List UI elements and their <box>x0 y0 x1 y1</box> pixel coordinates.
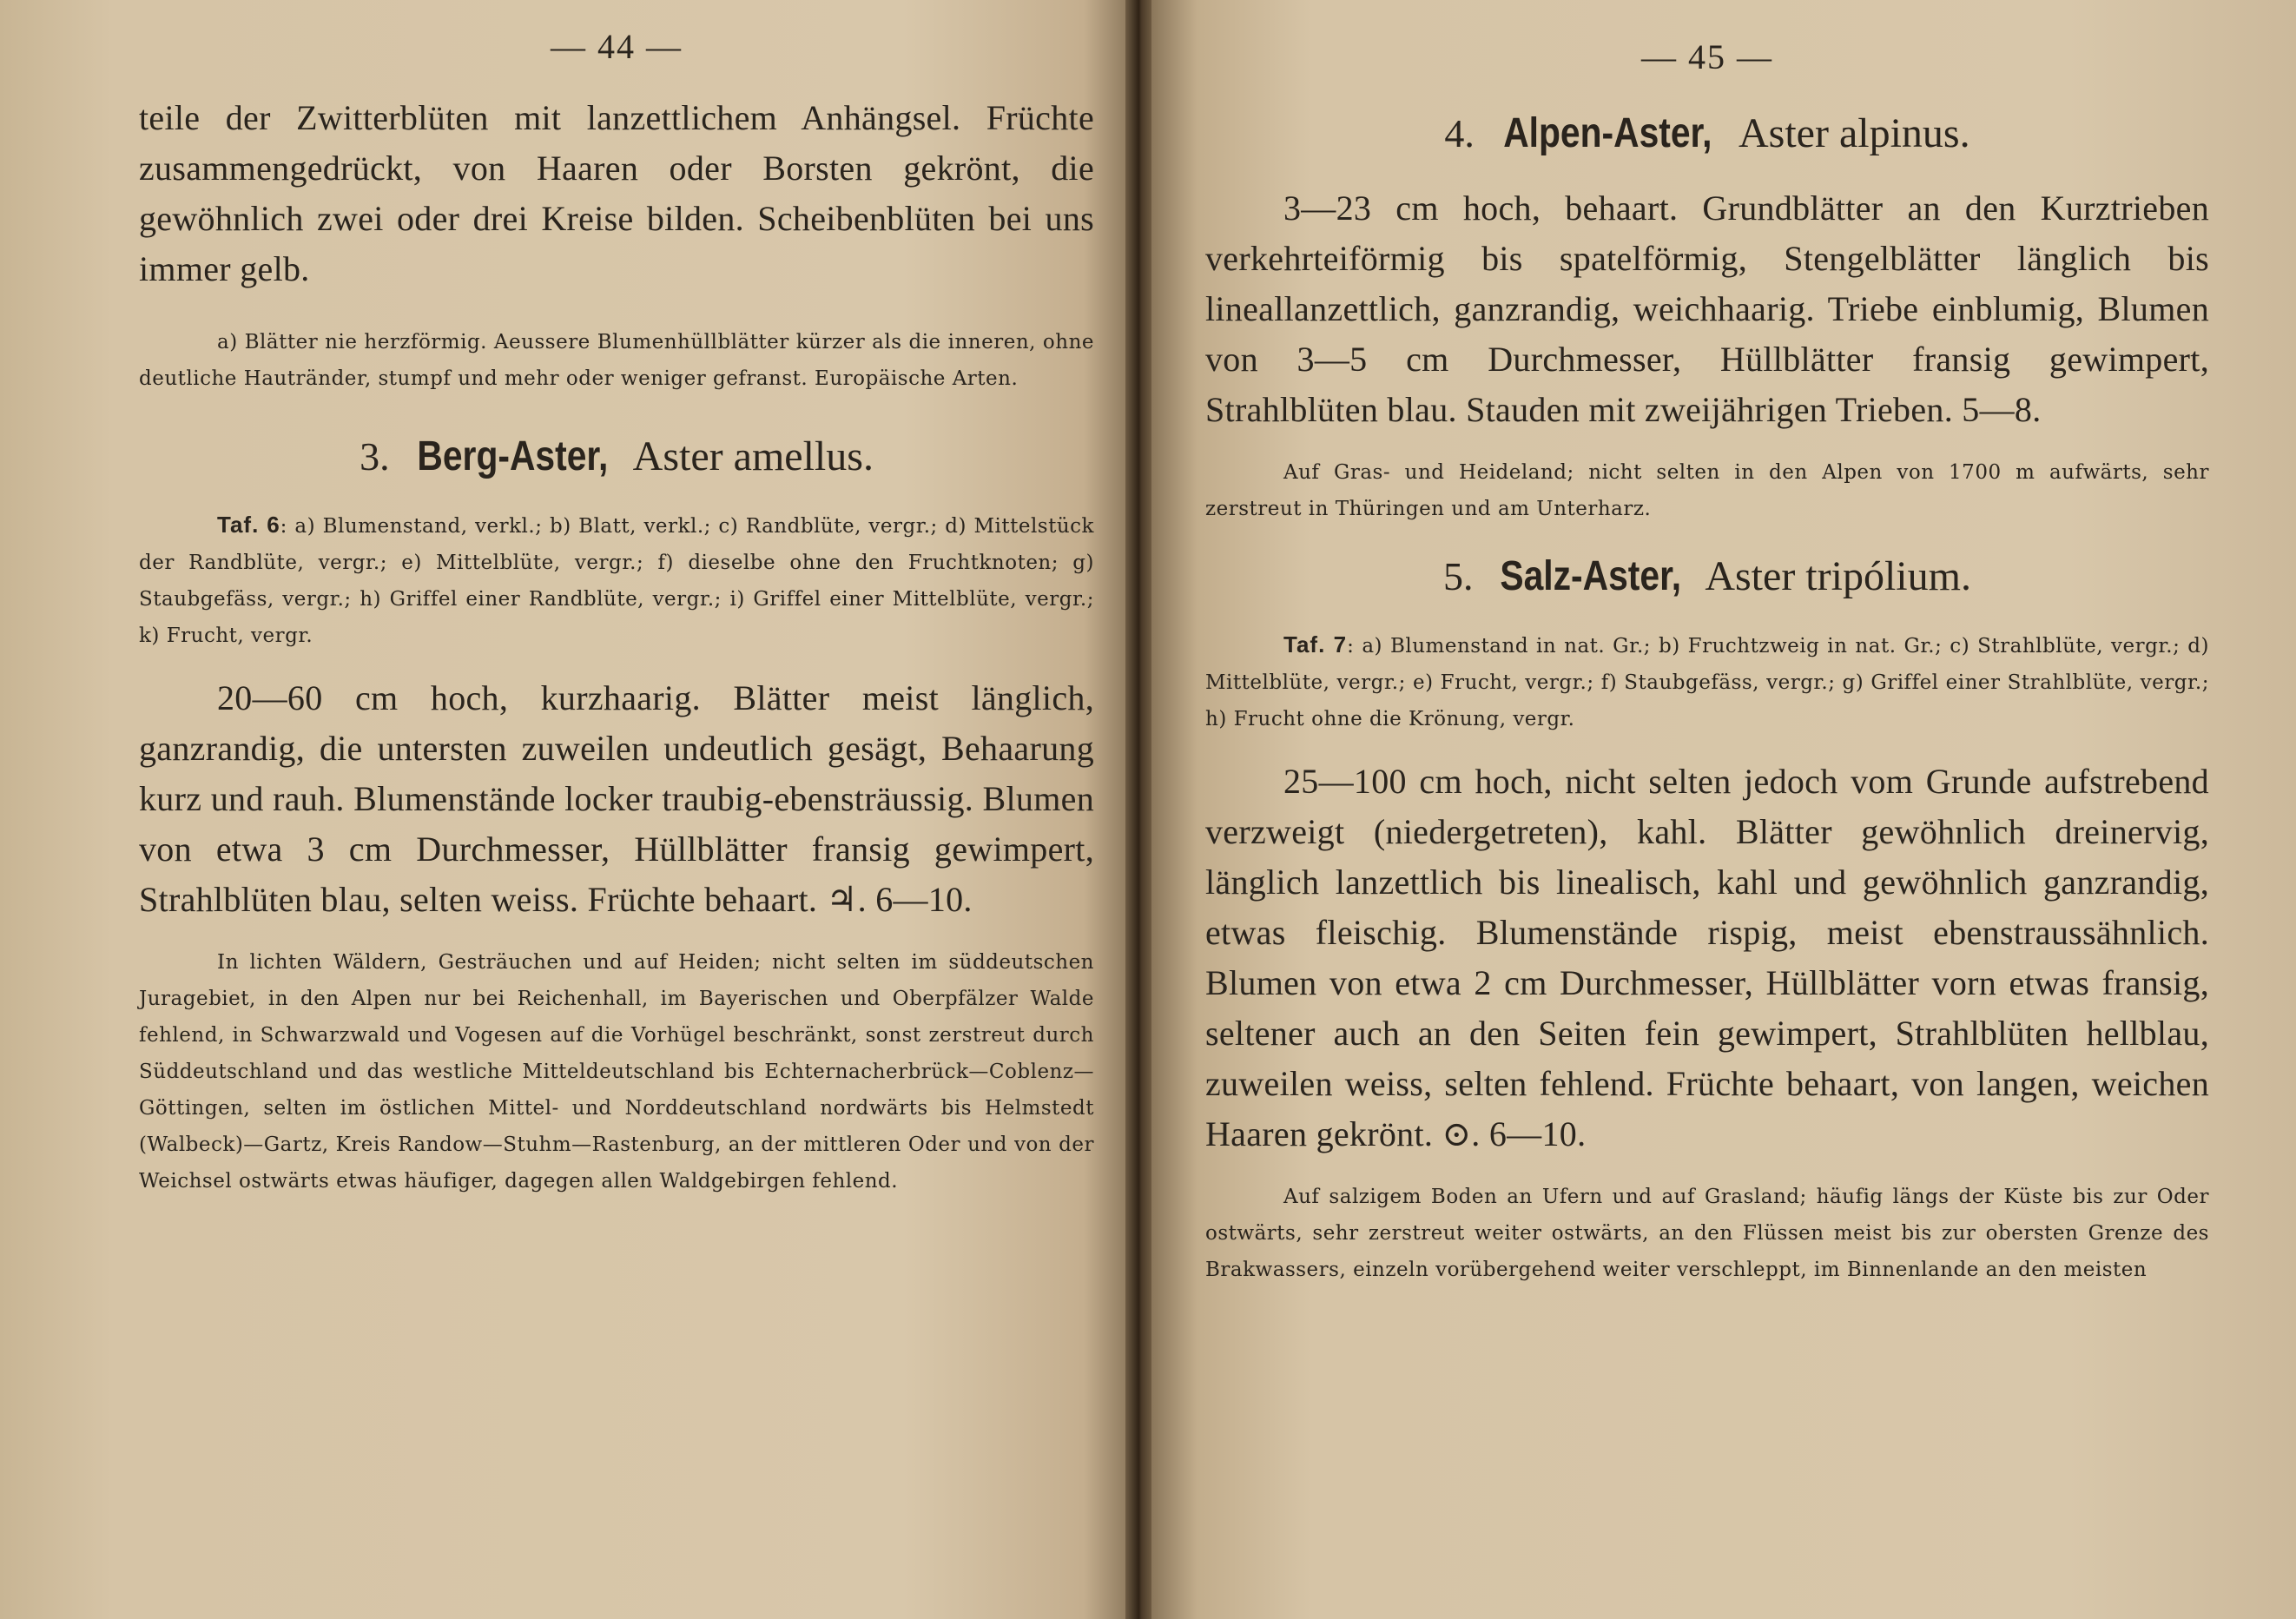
species-latin-name: Aster alpinus. <box>1738 110 1970 156</box>
species-common-name: Alpen-Aster, <box>1503 110 1712 156</box>
species-number: 5. <box>1443 554 1474 598</box>
species-distribution: In lichten Wäldern, Gesträuchen und auf Heiden; nicht selten im süddeutschen Juragebiet, in den Alpen nur bei Reichenhall, im Bayerischen und Oberpfälzer Walde fehlend, in Schwarzwald und Vogesen auf die Vorhügel beschränkt, sonst zerstreut durch Süddeutschland und das westliche Mitteldeutschland bis Echternacherbrück—Coblenz—Göttingen, selten im östlichen Mittel- und Norddeutschland nordwärts bis Helmstedt (Walbeck)—Gartz, Kreis Randow—Stuhm—Rastenburg, an der mittleren Oder und von der Weichsel ostwärts etwas häufiger, dagegen allen Waldgebirgen fehlend. <box>139 951 1094 1193</box>
species-distribution: Auf Gras- und Heideland; nicht selten in den Alpen von 1700 m aufwärts, sehr zerstreut in Thüringen und am Unterharz. <box>1205 461 2209 520</box>
species-number: 4. <box>1444 111 1475 155</box>
species-common-name: Berg-Aster, <box>416 433 608 479</box>
page-number: — 44 — <box>551 27 683 66</box>
plate-label: Taf. 7 <box>1283 631 1348 658</box>
plate-caption <box>1205 626 2209 737</box>
book-gutter <box>1125 0 1155 1619</box>
species-heading <box>1205 103 2209 164</box>
species-description: 25—100 cm hoch, nicht selten jedoch vom Grunde aufstrebend verzweigt (niedergetreten), kahl. Blätter gewöhnlich dreinervig, länglich lanzettlich bis linealisch, kahl und gewöhnlich ganzrandig, etwas fleischig. Blumenstände rispig, meist ebenstraussähnlich. Blumen von etwa 2 cm Durchmesser, Hüllblätter vorn etwas fransig, seltener auch an den Seiten fein gewimpert, Strahlblüten hellblau, zuweilen weiss, selten fehlend. Früchte behaart, von langen, weichen Haaren gekrönt. ⊙. 6—10. <box>1205 762 2209 1153</box>
species-heading <box>139 426 1094 487</box>
species-common-name: Salz-Aster, <box>1499 553 1681 599</box>
species-number: 3. <box>360 434 390 479</box>
plate-caption <box>139 506 1094 654</box>
right-page <box>1151 0 2296 1619</box>
species-heading <box>1205 546 2209 607</box>
left-page <box>0 0 1129 1619</box>
plate-label: Taf. 6 <box>217 512 280 538</box>
intro-paragraph: teile der Zwitterblüten mit lanzettlichem Anhängsel. Früchte zusammengedrückt, von Haaren oder Borsten gekrönt, die gewöhnlich zwei oder drei Kreise bilden. Scheibenblüten bei uns immer gelb. <box>139 98 1094 288</box>
page-number: — 45 — <box>1641 37 1773 76</box>
species-latin-name: Aster tripólium. <box>1705 553 1971 599</box>
plate-text: : a) Blumenstand, verkl.; b) Blatt, verkl.; c) Randblüte, vergr.; d) Mittelstück der Randblüte, vergr.; e) Mittelblüte, vergr.; f) dieselbe ohne den Fruchtknoten; g) Staubgefäss, vergr.; h) Griffel einer Randblüte, vergr.; i) Griffel einer Mittelblüte, vergr.; k) Frucht, vergr. <box>139 515 1094 647</box>
key-note: a) Blätter nie herzförmig. Aeussere Blumenhüllblätter kürzer als die inneren, ohne deutliche Hautränder, stumpf und mehr oder weniger gefranst. Europäische Arten. <box>139 331 1094 390</box>
species-description: 3—23 cm hoch, behaart. Grundblätter an den Kurztrieben verkehrteiförmig bis spatelförmig, Stengelblätter länglich bis lineallanzettlich, ganzrandig, weichhaarig. Triebe einblumig, Blumen von 3—5 cm Durchmesser, Hüllblätter fransig gewimpert, Strahlblüten blau. Stauden mit zweijährigen Trieben. 5—8. <box>1205 188 2209 429</box>
plate-text: : a) Blumenstand in nat. Gr.; b) Fruchtzweig in nat. Gr.; c) Strahlblüte, vergr.; d) Mittelblüte, vergr.; e) Frucht, vergr.; f) Staubgefäss, vergr.; g) Griffel einer Strahlblüte, vergr.; h) Frucht ohne die Krönung, vergr. <box>1205 635 2209 730</box>
species-latin-name: Aster amellus. <box>632 433 874 479</box>
species-distribution: Auf salzigem Boden an Ufern und auf Grasland; häufig längs der Küste bis zur Oder ostwärts, sehr zerstreut weiter ostwärts, an den Flüssen meist bis zur obersten Grenze des Brakwassers, einzeln vorübergehend weiter verschleppt, im Binnenlande an den meisten <box>1205 1186 2209 1281</box>
species-description: 20—60 cm hoch, kurzhaarig. Blätter meist länglich, ganzrandig, die untersten zuweilen undeutlich gesägt, Behaarung kurz und rauh. Blumenstände locker traubig-ebensträussig. Blumen von etwa 3 cm Durchmesser, Hüllblätter fransig gewimpert, Strahlblüten blau, selten weiss. Früchte behaart. ♃. 6—10. <box>139 678 1094 919</box>
